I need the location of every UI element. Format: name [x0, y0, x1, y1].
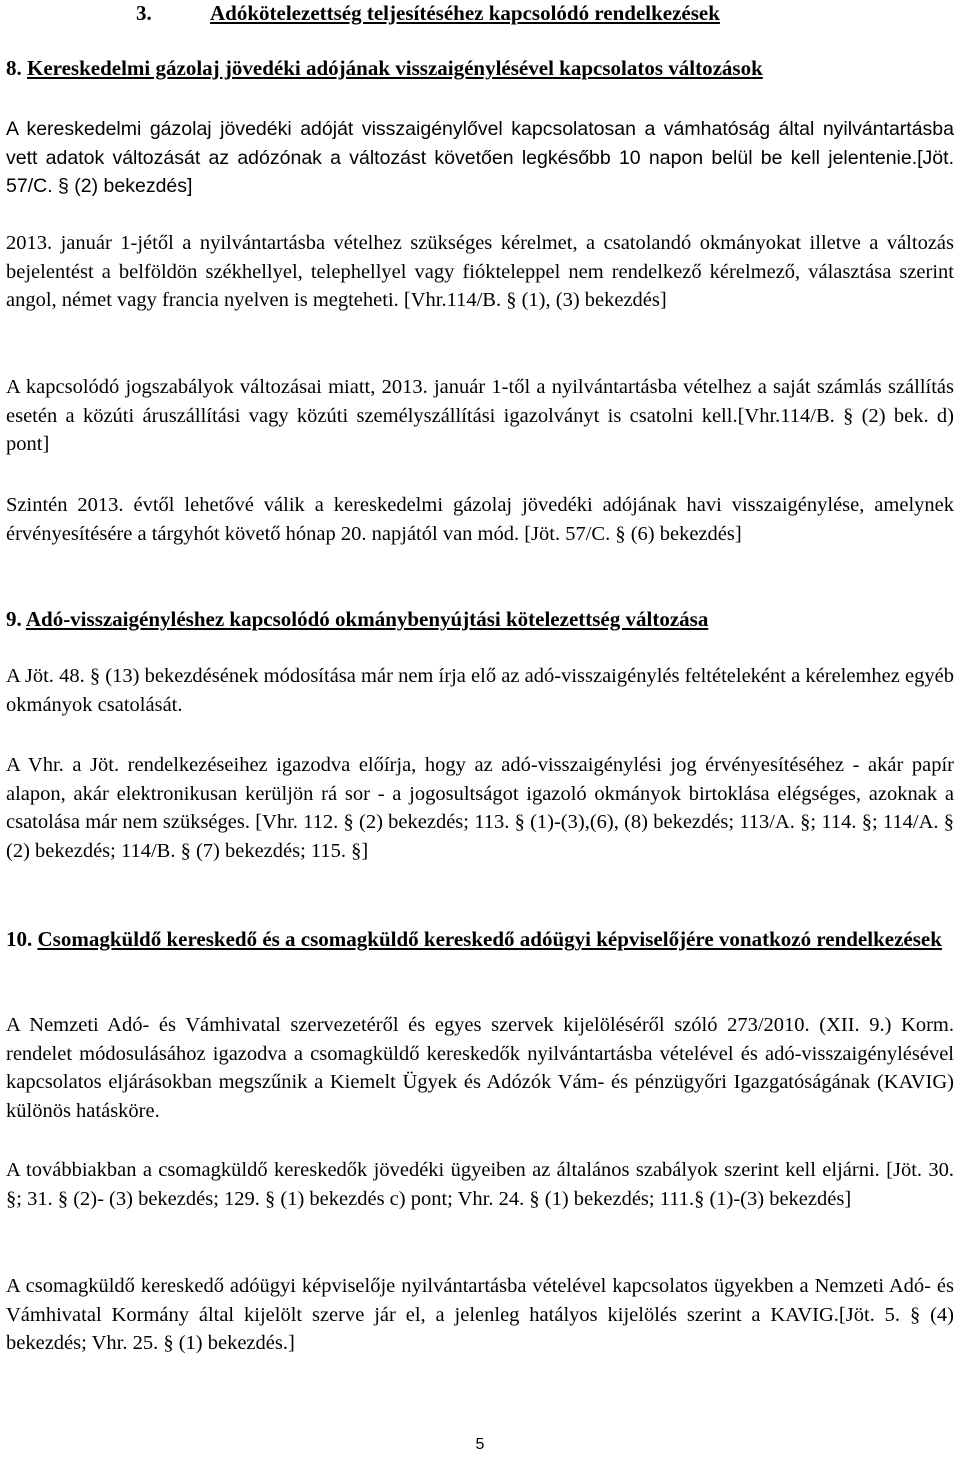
chapter-title: Adókötelezettség teljesítéséhez kapcsolódó rendelkezések [210, 1, 720, 25]
chapter-heading [6, 0, 960, 26]
section-10-paragraph-1: A Nemzeti Adó- és Vámhivatal szervezetéről és egyes szervek kijelöléséről szóló 273/2010. (XII. 9.) Korm. rendelet módosulásához igazodva a csomagküldő kereskedők nyilvántartásba vételével és adó-visszaigénylésével kapcsolatos eljárásokban megszűnik a Kiemelt Ügyek és Adózók Vám- és pénzügyőri Igazgatóságának (KAVIG) különös hatásköre. [6, 1014, 954, 1122]
section-8-title: Kereskedelmi gázolaj jövedéki adójának visszaigénylésével kapcsolatos változások [27, 56, 763, 80]
section-9-heading [6, 604, 954, 634]
page-number: 5 [475, 1436, 485, 1453]
section-9-number: 9. [6, 607, 22, 631]
chapter-number: 3. [136, 1, 152, 25]
section-10-paragraph-2: A továbbiakban a csomagküldő kereskedők jövedéki ügyeiben az általános szabályok szerint kell eljárni. [Jöt. 30. §; 31. § (2)- (3) bekezdés; 129. § (1) bekezdés c) pont; Vhr. 24. § (1) bekezdés; 111.§ (1)-(3) bekezdés] [6, 1159, 954, 1210]
section-8-paragraph-4: Szintén 2013. évtől lehetővé válik a kereskedelmi gázolaj jövedéki adójának havi visszaigénylése, amelynek érvényesítésére a tárgyhót követő hónap 20. napjától van mód. [Jöt. 57/C. § (6) bekezdés] [6, 494, 954, 545]
section-9-paragraph-2: A Vhr. a Jöt. rendelkezéseihez igazodva előírja, hogy az adó-visszaigénylési jog érvényesítéséhez - akár papír alapon, akár elektronikusan kerüljön rá sor - a jogosultságot igazoló okmányok birtoklása elégséges, azoknak a csatolása már nem szükséges. [Vhr. 112. § (2) bekezdés; 113. § (1)-(3),(6), (8) bekezdés; 113/A. §; 114. §; 114/A. § (2) bekezdés; 114/B. § (7) bekezdés; 115. §] [6, 754, 954, 862]
section-10-title: Csomagküldő kereskedő és a csomagküldő kereskedő adóügyi képviselőjére vonatkozó rendelkezések [37, 927, 942, 951]
section-8-paragraph-1: A kereskedelmi gázolaj jövedéki adóját visszaigénylővel kapcsolatosan a vámhatóság által nyilvántartásba vett adatok változását az adózónak a változást követően legkésőbb 10 napon belül be kell jelentenie.[Jöt. 57/C. § (2) bekezdés] [6, 118, 954, 197]
section-8-number: 8. [6, 56, 22, 80]
section-10-paragraph-3: A csomagküldő kereskedő adóügyi képviselője nyilvántartásba vételével kapcsolatos ügyekben a Nemzeti Adó- és Vámhivatal Kormány által kijelölt szerve jár el, a jelenleg hatályos kijelölés szerint a KAVIG.[Jöt. 5. § (4) bekezdés; Vhr. 25. § (1) bekezdés.] [6, 1275, 954, 1354]
section-10-heading [6, 924, 954, 954]
section-9-paragraph-1: A Jöt. 48. § (13) bekezdésének módosítása már nem írja elő az adó-visszaigénylés feltételeként a kérelemhez egyéb okmányok csatolását. [6, 665, 954, 716]
section-8-heading [6, 53, 954, 83]
section-10-number: 10. [6, 927, 33, 951]
section-8-paragraph-3: A kapcsolódó jogszabályok változásai miatt, 2013. január 1-től a nyilvántartásba vételhez a saját számlás szállítás esetén a közúti áruszállítási vagy közúti személyszállítási igazolványt is csatolni kell.[Vhr.114/B. § (2) bek. d) pont] [6, 376, 954, 455]
section-8-paragraph-2: 2013. január 1-jétől a nyilvántartásba vételhez szükséges kérelmet, a csatolandó okmányokat illetve a változás bejelentést a belföldön székhellyel, telephellyel vagy fiókteleppel nem rendelkező kérelmező, választása szerint angol, német vagy francia nyelven is megteheti. [Vhr.114/B. § (1), (3) bekezdés] [6, 232, 954, 311]
section-9-title: Adó-visszaigényléshez kapcsolódó okmánybenyújtási kötelezettség változása [25, 607, 709, 631]
